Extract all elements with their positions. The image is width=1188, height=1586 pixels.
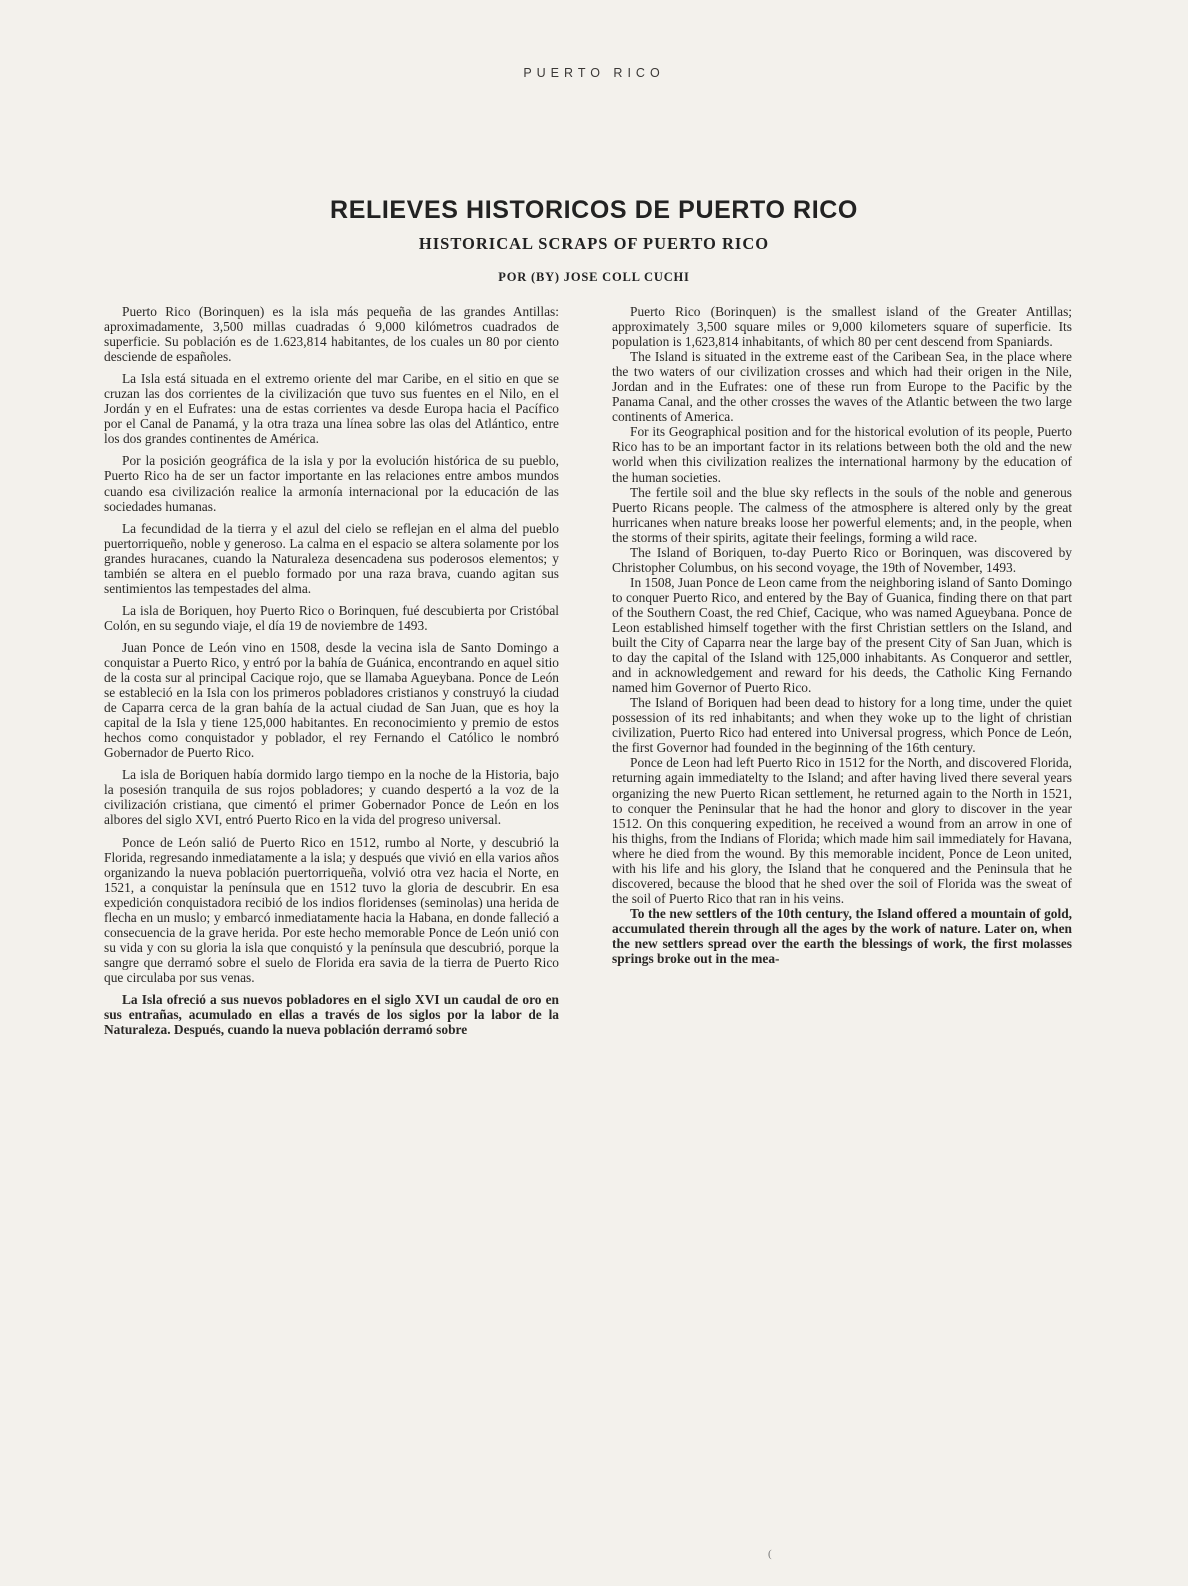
english-paragraph: To the new settlers of the 10th century, the Island offered a mountain of gold, accumulated therein through all the ages by the work of nature. Later on, when the new settlers spread over the earth the blessings of work, the first molasses springs broke out in the mea- bbox=[612, 905, 1072, 967]
english-paragraph: For its Geographical position and for the historical evolution of its people, Puerto Rico has to be an important factor in its relations between both the old and the new world when this civilization realizes the international harmony by the education of the human societies. bbox=[612, 424, 1072, 485]
english-paragraph: Puerto Rico (Borinquen) is the smallest island of the Greater Antillas; approximately 3,500 square miles or 9,000 kilometers square of superficie. Its population is 1,623,814 inhabitants, of which 80 per cent descend from Spaniards. bbox=[612, 304, 1072, 350]
article-subtitle: HISTORICAL SCRAPS OF PUERTO RICO bbox=[418, 234, 770, 253]
english-paragraph: The Island of Boriquen had been dead to history for a long time, under the quiet possession of its red inhabitants; and when they woke up to the light of christian civilization, Puerto Rico had entered into Universal progress, which Ponce de León, the first Governor had founded in the beginning of the 16th century. bbox=[612, 695, 1072, 756]
running-head: PUERTO RICO bbox=[523, 66, 665, 80]
spanish-paragraph: Ponce de León salió de Puerto Rico en 1512, rumbo al Norte, y descubrió la Florida, regresando inmediatamente a la isla; y después que vivió en ella varios años organizando la nueva población puertorriqueña, volvió otra vez hacia el Norte, en 1521, a conquistar la península que en 1512 tuvo la gloria de descubrir. En esa expedición conquistadora recibió de los indios floridenses (seminolas) una herida de flecha en un muslo; y embarcó inmediatamente hacia la Habana, en donde falleció a consecuencia de la grave herida. Por este hecho memorable Ponce de León unió con su vida y con su gloria la isla que conquistó y la península que descubrió, porque la sangre que derramó sobre el suelo de Florida era savia de la tierra de Puerto Rico que circulaba por sus venas. bbox=[104, 834, 559, 985]
spanish-paragraph: La Isla está situada en el extremo oriente del mar Caribe, en el sitio en que se cruzan las dos corrientes de la civilización que tuvo sus fuentes en el Nilo, en el Jordán y en el Eufrates: una de estas corrientes va desde Europa hacia el Pacífico por el Canal de Panamá, y la otra traza una línea sobre las olas del Atlántico, entre los dos grandes continentes de América. bbox=[104, 371, 559, 447]
spanish-paragraph: La isla de Boriquen había dormido largo tiempo en la noche de la Historia, bajo la posesión tranquila de sus rojos pobladores; y cuando despertó a la voz de la civilización cristiana, que cimentó el primer Gobernador Ponce de León en los albores del siglo XVI, entró Puerto Rico en la vida del progreso universal. bbox=[104, 767, 559, 828]
spanish-paragraph: La isla de Boriquen, hoy Puerto Rico o Borinquen, fué descubierta por Cristóbal Colón, en su segundo viaje, el día 19 de noviembre de 1493. bbox=[104, 602, 559, 633]
english-column bbox=[612, 304, 1072, 966]
spanish-column bbox=[104, 304, 559, 1044]
article-title: RELIEVES HISTORICOS DE PUERTO RICO bbox=[330, 196, 858, 224]
english-paragraph: The Island of Boriquen, to-day Puerto Rico or Borinquen, was discovered by Christopher Columbus, on his second voyage, the 19th of November, 1493. bbox=[612, 544, 1072, 575]
english-paragraph: In 1508, Juan Ponce de Leon came from the neighboring island of Santo Domingo to conquer Puerto Rico, and entered by the Bay of Guanica, finding there on that part of the Southern Coast, the red Chief, Cacique, who was named Agueybana. Ponce de Leon established himself together with the first Christian settlers on the Island, and built the City of Caparra near the large bay of the present City of San Juan, which is to day the capital of the Island with 125,000 inhabitants. As Conqueror and settler, and in acknowledgement and reward for his deeds, the Catholic King Fernando named him Governor of Puerto Rico. bbox=[612, 574, 1072, 696]
byline: POR (BY) JOSE COLL CUCHI bbox=[498, 270, 690, 284]
english-paragraph: The Island is situated in the extreme east of the Caribean Sea, in the place where the two waters of our civilization crosses and which had their origen in the Nile, Jordan and in the Eufrates: one of these run from Europe to the Pacific by the Panama Canal, and the other crosses the waves of the Atlantic between the two large continents of America. bbox=[612, 349, 1072, 425]
page-folio-mark: ( bbox=[768, 1548, 772, 1560]
english-paragraph: Ponce de Leon had left Puerto Rico in 1512 for the North, and discovered Florida, returning again immediatelty to the Island; and after having lived there several years organizing the new Puerto Rican settlement, he returned again to the North in 1521, to conquer the Peninsular that he had the honor and glory to discover in the year 1512. On this conquering expedition, he received a wound from an arrow in one of his thighs, from the Indians of Florida; which made him sail immediately for Havana, where he died from the wound. By this memorable incident, Ponce de Leon united, with his life and his glory, the Island that he conquered and the Peninsula that he discovered, because the blood that he shed over the soil of Florida was the sweat of the soil of Puerto Rico that ran in his veins. bbox=[612, 755, 1072, 906]
spanish-paragraph: Juan Ponce de León vino en 1508, desde la vecina isla de Santo Domingo a conquistar a Puerto Rico, y entró por la bahía de Guánica, encontrando en aquel sitio de la costa sur al principal Cacique rojo, que se llamaba Agueybana. Ponce de León se estableció en la Isla con los primeros pobladores cristianos y construyó la ciudad de Caparra cerca de la gran bahía de la actual ciudad de San Juan, que es hoy la capital de la Isla y tiene 125,000 habitantes. En reconocimiento y premio de estos hechos como conquistador y poblador, el rey Fernando el Católico le nombró Gobernador de Puerto Rico. bbox=[104, 639, 559, 761]
spanish-paragraph: Puerto Rico (Borinquen) es la isla más pequeña de las grandes Antillas: aproximadamente, 3,500 millas cuadradas ó 9,000 kilómetros cuadrados de superficie. Su población es de 1.623,814 habitantes, de los cuales un 80 por ciento desciende de españoles. bbox=[104, 304, 559, 365]
spanish-paragraph: La Isla ofreció a sus nuevos pobladores en el siglo XVI un caudal de oro en sus entrañas, acumulado en ellas a través de los siglos por la labor de la Naturaleza. Después, cuando la nueva población derramó sobre bbox=[104, 991, 559, 1038]
english-paragraph: The fertile soil and the blue sky reflects in the souls of the noble and generous Puerto Ricans people. The calmess of the atmosphere is altered only by the great hurricanes when nature breaks loose her powerful elements; and, in the people, when the storms of their spirits, agitate their feelings, forming a wild race. bbox=[612, 484, 1072, 545]
spanish-paragraph: Por la posición geográfica de la isla y por la evolución histórica de su pueblo, Puerto Rico ha de ser un factor importante en las relaciones entre ambos mundos cuando esa civilización realice la armonía internacional por la educación de las sociedades humanas. bbox=[104, 453, 559, 514]
spanish-paragraph: La fecundidad de la tierra y el azul del cielo se reflejan en el alma del pueblo puertorriqueño, noble y generoso. La calma en el espacio se altera solamente por los grandes huracanes, cuando la Naturaleza desencadena sus poderosos elementos; y también se altera en el pueblo formado por una raza brava, cuando agitan sus sentimientos las tempestades del alma. bbox=[104, 520, 559, 596]
